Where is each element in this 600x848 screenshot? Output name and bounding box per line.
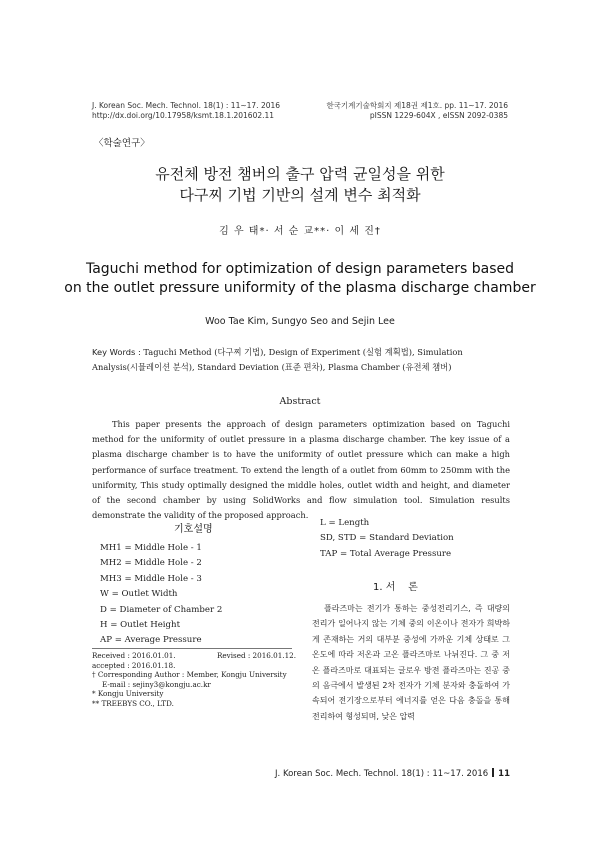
keywords-text: Taguchi Method (다구찌 기법), Design of Experiment (실험 계획법), Simulation Analysis(시뮬레이션 분석), Standard Deviation (표준 편차), Plasma Chamber (유전체 챔버): [92, 347, 463, 372]
title-korean-line2: 다구찌 기법 기반의 설계 변수 최적화: [179, 186, 421, 204]
nomenclature-left: [100, 541, 222, 649]
corresponding-author: † Corresponding Author : Member, Kongju University: [92, 670, 287, 680]
nomenclature-item: MH2 = Middle Hole - 2: [100, 558, 202, 569]
title-korean: [0, 164, 600, 206]
nomenclature-item: SD, STD = Standard Deviation: [320, 533, 454, 544]
footer-separator: [492, 768, 494, 777]
nomenclature-right: [320, 516, 454, 562]
title-korean-line1: 유전체 방전 챔버의 출구 압력 균일성을 위한: [155, 165, 445, 183]
nomenclature-item: W = Outlet Width: [100, 589, 178, 600]
keywords-label: Key Words :: [92, 347, 144, 357]
footer-journal: J. Korean Soc. Mech. Technol. 18(1) : 11~17. 2016: [275, 769, 489, 779]
nomenclature-item: MH1 = Middle Hole - 1: [100, 543, 202, 553]
abstract-body: This paper presents the approach of design parameters optimization based on Taguchi method for the uniformity of outlet pressure in a plasma discharge chamber. The key issue of a plasma discharge chamber is to have the uniformity of outlet pressure which can make a high performance of surface treatment. To extend the length of a outlet from 60mm to 250mm with the uniformity, This study optimally designed the middle holes, outlet width and height, and diameter of the second chamber by using SolidWorks and flow simulation tool. Simulation results demonstrate the validity of the proposed approach.: [92, 419, 510, 521]
page-number: 11: [498, 769, 510, 779]
nomenclature-item: MH3 = Middle Hole - 3: [100, 573, 202, 584]
nomenclature-item: D = Diameter of Chamber 2: [100, 604, 223, 615]
intro-heading: 1. 서 론: [373, 582, 418, 593]
footnote-divider: [92, 648, 292, 649]
nomenclature-item: H = Outlet Height: [100, 620, 181, 631]
affiliation-1: * Kongju University: [92, 689, 164, 699]
nomenclature-heading: 기호설명: [174, 524, 213, 535]
journal-citation: J. Korean Soc. Mech. Technol. 18(1) : 11~17. 2016: [92, 101, 281, 110]
abstract-heading: Abstract: [279, 396, 321, 407]
intro-body: 플라즈마는 전기가 통하는 중성전리기스, 즉 대량의 전리가 일어나지 않는 기체 중의 이온이나 전자가 희박하게 존재하는 거의 대부분 중성에 가까운 기체 상태로 그 온도에 따라 저온과 고온 플라즈마로 나뉘진다. 그 중 저온 플라즈마로 대표되는 글로우 방전 플라즈마는 진공 중의 음극에서 발생된 2차 전자가 기체 분자와 충돌하여 가속되어 전기장으로부터 에너지를 얻은 다음 충돌을 통해 전리하여 형성되며, 낮은 압력: [312, 604, 510, 721]
nomenclature-item: L = Length: [320, 518, 370, 528]
page-footer: [275, 768, 510, 779]
section-tag: 〈학술연구〉: [94, 138, 150, 149]
nomenclature-item: TAP = Total Average Pressure: [320, 548, 452, 559]
journal-issn-header: [326, 101, 508, 121]
journal-citation-header: [92, 101, 280, 121]
nomenclature-item: AP = Average Pressure: [100, 635, 202, 646]
issn-numbers: pISSN 1229-604X , eISSN 2092-0385: [369, 111, 508, 120]
journal-citation-ko: 한국기계기술학회지 제18권 제1호. pp. 11~17. 2016: [326, 101, 508, 110]
accepted-date: accepted : 2016.01.18.: [92, 660, 176, 670]
received-date: Received : 2016.01.01.: [92, 651, 176, 660]
affiliation-2: ** TREEBYS CO., LTD.: [92, 698, 174, 708]
keywords: [92, 345, 510, 375]
title-english-line1: Taguchi method for optimization of design parameters based: [85, 261, 514, 277]
revised-date: Revised : 2016.01.12.: [217, 651, 296, 660]
title-english-line2: on the outlet pressure uniformity of the plasma discharge chamber: [64, 280, 536, 296]
author-email[interactable]: E-mail : sejiny3@kongju.ac.kr: [102, 679, 211, 689]
authors-english: Woo Tae Kim, Sungyo Seo and Sejin Lee: [205, 316, 395, 327]
authors-korean: 김 우 태*· 서 순 교**· 이 세 진†: [219, 226, 381, 237]
received-revised-row: [92, 651, 296, 661]
doi-link[interactable]: http://dx.doi.org/10.17958/ksmt.18.1.201602.11: [92, 111, 275, 120]
footnotes: [92, 651, 296, 709]
title-english: [0, 260, 600, 298]
